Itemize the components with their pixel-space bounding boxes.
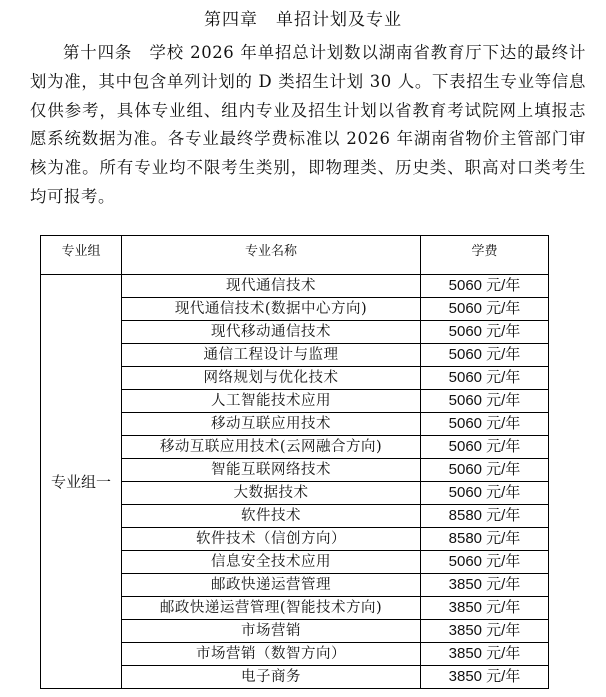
major-name-cell: 人工智能技术应用	[122, 390, 421, 413]
major-name-cell: 大数据技术	[122, 482, 421, 505]
fee-cell: 5060 元/年	[421, 390, 549, 413]
fee-cell: 8580 元/年	[421, 505, 549, 528]
fee-cell: 5060 元/年	[421, 344, 549, 367]
major-name-cell: 软件技术（信创方向）	[122, 528, 421, 551]
fee-cell: 5060 元/年	[421, 482, 549, 505]
major-name-cell: 邮政快递运营管理(智能技术方向)	[122, 597, 421, 620]
fee-cell: 5060 元/年	[421, 298, 549, 321]
major-name-cell: 电子商务	[122, 666, 421, 689]
header-fee: 学费	[421, 236, 549, 275]
major-name-cell: 现代通信技术	[122, 275, 421, 298]
fee-cell: 5060 元/年	[421, 436, 549, 459]
major-fee-table	[40, 235, 549, 689]
fee-cell: 3850 元/年	[421, 643, 549, 666]
fee-cell: 5060 元/年	[421, 275, 549, 298]
table-row	[41, 275, 549, 298]
major-name-cell: 通信工程设计与监理	[122, 344, 421, 367]
fee-cell: 5060 元/年	[421, 459, 549, 482]
major-name-cell: 软件技术	[122, 505, 421, 528]
fee-cell: 3850 元/年	[421, 620, 549, 643]
major-name-cell: 现代移动通信技术	[122, 321, 421, 344]
major-name-cell: 移动互联应用技术	[122, 413, 421, 436]
major-name-cell: 邮政快递运营管理	[122, 574, 421, 597]
major-name-cell: 市场营销	[122, 620, 421, 643]
chapter-title: 第四章 单招计划及专业	[204, 10, 402, 30]
major-name-cell: 市场营销（数智方向）	[122, 643, 421, 666]
fee-cell: 8580 元/年	[421, 528, 549, 551]
header-major: 专业名称	[122, 236, 421, 275]
major-name-cell: 移动互联应用技术(云网融合方向)	[122, 436, 421, 459]
fee-cell: 5060 元/年	[421, 367, 549, 390]
fee-cell: 5060 元/年	[421, 551, 549, 574]
fee-cell: 3850 元/年	[421, 574, 549, 597]
group-cell: 专业组一	[41, 275, 122, 689]
fee-cell: 3850 元/年	[421, 597, 549, 620]
major-name-cell: 现代通信技术(数据中心方向)	[122, 298, 421, 321]
fee-cell: 5060 元/年	[421, 413, 549, 436]
table-header-row	[41, 236, 549, 275]
article-paragraph: 第十四条 学校 2026 年单招总计划数以湖南省教育厅下达的最终计划为准，其中包含单列计划的 D 类招生计划 30 人。下表招生专业等信息仅供参考，具体专业组、组内专业及招生计划以省教育考试院网上填报志愿系统数据为准。各专业最终学费标准以 2026 年湖南省物价主管部门审核为准。所有专业均不限考生类别，即物理类、历史类、职高对口类考生均可报考。	[30, 43, 586, 206]
major-name-cell: 网络规划与优化技术	[122, 367, 421, 390]
fee-cell: 3850 元/年	[421, 666, 549, 689]
header-group: 专业组	[41, 236, 122, 275]
fee-cell: 5060 元/年	[421, 321, 549, 344]
major-name-cell: 智能互联网络技术	[122, 459, 421, 482]
table-body	[41, 275, 549, 689]
major-name-cell: 信息安全技术应用	[122, 551, 421, 574]
